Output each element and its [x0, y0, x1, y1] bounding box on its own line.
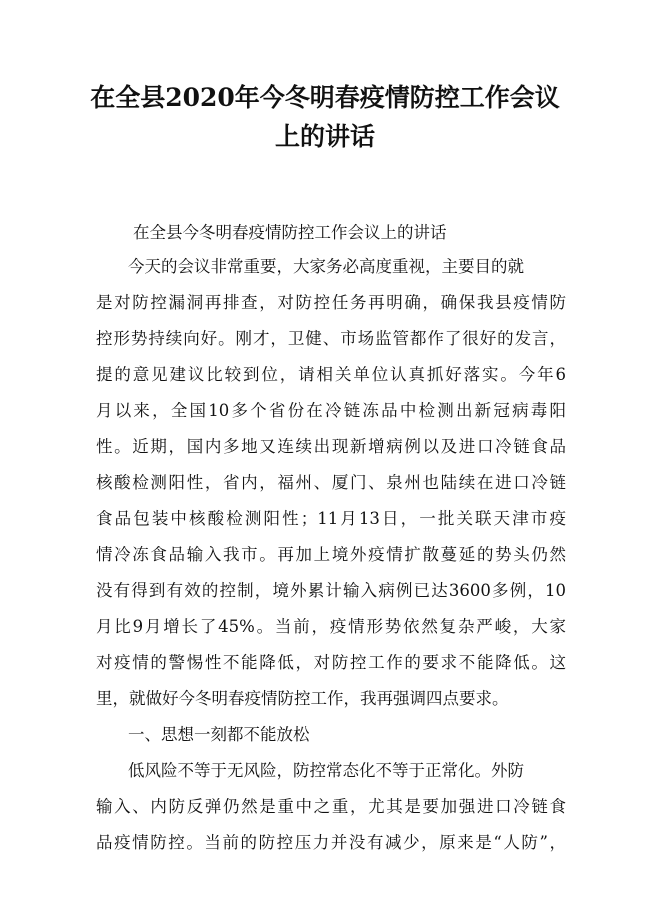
body-line: 性。近期，国内多地又连续出现新增病例以及进口冷链食品 — [96, 437, 566, 456]
body-line: 里，就做好今冬明春疫情防控工作，我再强调四点要求。 — [96, 689, 509, 708]
section-line: 低风险不等于无风险，防控常态化不等于正常化。外防 — [128, 761, 524, 780]
section-line: 品疫情防控。当前的防控压力并没有减少，原来是“人防”， — [96, 833, 566, 852]
title-line-2: 上的讲话 — [274, 122, 375, 151]
body-line: 月以来，全国10多个省份在冷链冻品中检测出新冠病毒阳 — [96, 401, 566, 420]
body-line: 提的意见建议比较到位，请相关单位认真抓好落实。今年6 — [96, 365, 566, 384]
body-line: 核酸检测阳性，省内，福州、厦门、泉州也陆续在进口冷链 — [96, 473, 566, 492]
title-line-1: 在全县2020年今冬明春疫情防控工作会议 — [90, 83, 560, 112]
body-line: 是对防控漏洞再排查，对防控任务再明确，确保我县疫情防 — [96, 293, 566, 312]
document-subtitle: 在全县今冬明春疫情防控工作会议上的讲话 — [133, 223, 447, 242]
section-heading: 一、思想一刻都不能放松 — [128, 725, 310, 744]
body-line: 今天的会议非常重要，大家务必高度重视，主要目的就 — [128, 257, 524, 276]
body-line: 月比9月增长了45%。当前，疫情形势依然复杂严峻，大家 — [96, 617, 566, 636]
body-line: 控形势持续向好。刚才，卫健、市场监管都作了很好的发言， — [96, 329, 566, 348]
body-line: 食品包装中核酸检测阳性；11月13日，一批关联天津市疫 — [96, 509, 566, 528]
body-line: 对疫情的警惕性不能降低，对防控工作的要求不能降低。这 — [96, 653, 566, 672]
body-line: 情冷冻食品输入我市。再加上境外疫情扩散蔓延的势头仍然 — [96, 545, 566, 564]
document-title — [60, 78, 590, 156]
body-line: 没有得到有效的控制，境外累计输入病例已达3600多例，10 — [96, 581, 566, 600]
section-line: 输入、内防反弹仍然是重中之重，尤其是要加强进口冷链食 — [96, 797, 566, 816]
